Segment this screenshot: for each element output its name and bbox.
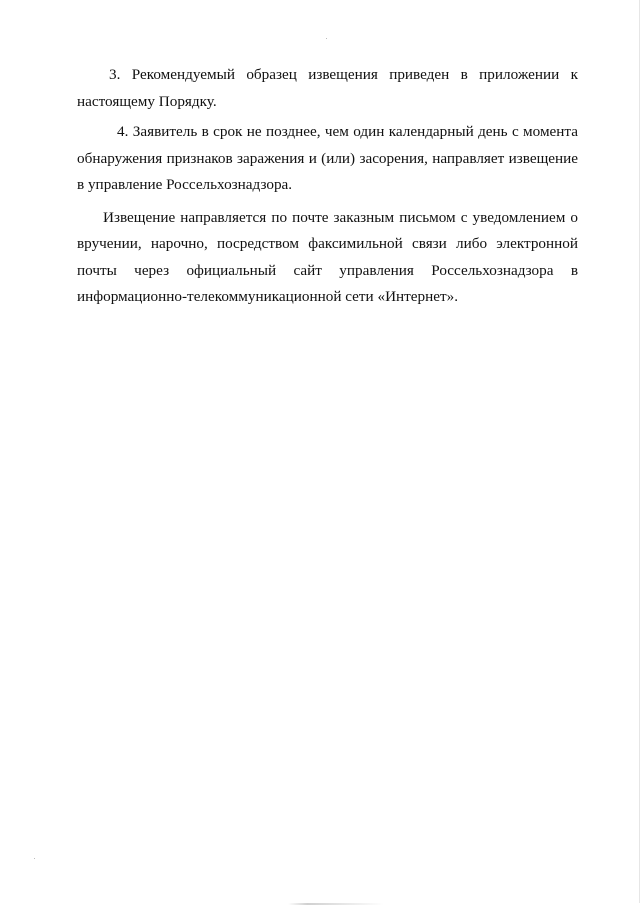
paragraph-item-4: 4. Заявитель в срок не позднее, чем один календарный день с момента обнаружения признаков заражения и (или) засорения, направляет извещение в управление Россельхознадзора. xyxy=(77,123,578,193)
paragraph-item-3: 3. Рекомендуемый образец извещения приведен в приложении к настоящему Порядку. xyxy=(77,66,578,110)
document-body xyxy=(77,62,578,315)
scan-speck xyxy=(34,858,35,859)
scan-speck xyxy=(326,38,327,39)
paragraph-notification-method: Извещение направляется по почте заказным письмом с уведомлением о вручении, нарочно, посредством факсимильной связи либо электронной почты через официальный сайт управления Россельхознадзора в информационно-телекоммуникационной сети «Интернет». xyxy=(77,208,578,305)
